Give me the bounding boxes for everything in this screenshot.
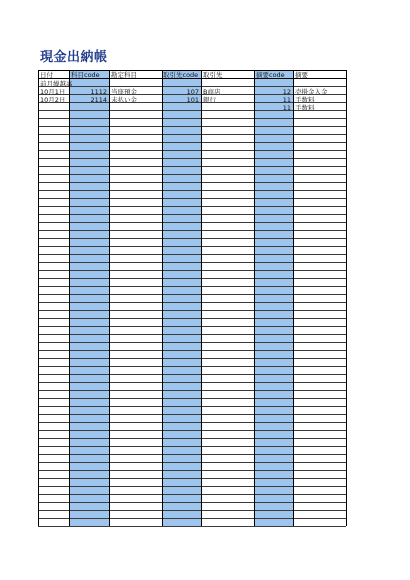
row-1-date[interactable]: 前月繰越高	[40, 80, 73, 88]
grid-row-line	[38, 110, 346, 111]
grid-row-line	[38, 454, 346, 455]
grid-row-line	[38, 118, 346, 119]
grid-row-line	[38, 150, 346, 151]
row-3-partner-name[interactable]: 銀行	[203, 96, 216, 104]
header-date[interactable]: 日付	[40, 71, 53, 79]
grid-row-line	[38, 262, 346, 263]
grid-row-line	[38, 238, 346, 239]
grid-row-line	[38, 334, 346, 335]
grid-row-line	[38, 278, 346, 279]
grid-row-line	[38, 486, 346, 487]
grid-row-line	[38, 390, 346, 391]
grid-row-line	[38, 142, 346, 143]
grid-column-line	[69, 70, 70, 526]
grid-column-line	[293, 70, 294, 526]
row-3-partner-code[interactable]: 101	[186, 96, 199, 104]
row-2-partner-code[interactable]: 107	[186, 88, 199, 96]
grid-row-line	[38, 270, 346, 271]
grid-row-line	[38, 214, 346, 215]
header-summary-code[interactable]: 摘要code	[256, 71, 285, 79]
grid-row-line	[38, 126, 346, 127]
row-2-account-name[interactable]: 当座預金	[111, 88, 137, 96]
row-3-summary[interactable]: 手数料	[295, 96, 315, 104]
header-account-code[interactable]: 科目code	[71, 71, 100, 79]
grid-row-line	[38, 86, 346, 87]
row-2-account-code[interactable]: 1112	[90, 88, 107, 96]
grid-column-line	[201, 70, 202, 526]
row-3-account-code[interactable]: 2114	[90, 96, 107, 104]
grid-row-line	[38, 526, 346, 527]
grid-row-line	[38, 254, 346, 255]
row-2-partner-name[interactable]: B商店	[203, 88, 221, 96]
grid-row-line	[38, 382, 346, 383]
grid-row-line	[38, 470, 346, 471]
grid-row-line	[38, 406, 346, 407]
row-4-summary-code[interactable]: 11	[282, 104, 291, 112]
grid-row-line	[38, 358, 346, 359]
grid-column-line	[38, 70, 39, 526]
grid-row-line	[38, 414, 346, 415]
grid-row-line	[38, 310, 346, 311]
header-partner-code[interactable]: 取引先code	[163, 71, 199, 79]
grid-row-line	[38, 174, 346, 175]
grid-row-line	[38, 182, 346, 183]
grid-row-line	[38, 430, 346, 431]
row-2-date[interactable]: 10月1日	[40, 88, 66, 96]
grid-row-line	[38, 510, 346, 511]
grid-row-line	[38, 518, 346, 519]
row-3-account-name[interactable]: 未払い金	[111, 96, 137, 104]
grid-row-line	[38, 398, 346, 399]
grid-row-line	[38, 78, 346, 79]
grid-row-line	[38, 326, 346, 327]
grid-row-line	[38, 366, 346, 367]
grid-row-line	[38, 342, 346, 343]
grid-row-line	[38, 502, 346, 503]
header-account-name[interactable]: 勘定科目	[111, 71, 137, 79]
grid-row-line	[38, 478, 346, 479]
header-summary[interactable]: 摘要	[295, 71, 308, 79]
grid-column-line	[109, 70, 110, 526]
grid-row-line	[38, 102, 346, 103]
grid-row-line	[38, 70, 346, 71]
grid-row-line	[38, 422, 346, 423]
grid-row-line	[38, 286, 346, 287]
grid-row-line	[38, 222, 346, 223]
row-3-summary-code[interactable]: 11	[282, 96, 291, 104]
grid-row-line	[38, 198, 346, 199]
grid-row-line	[38, 158, 346, 159]
sheet-title: 現金出納帳	[40, 50, 108, 65]
grid-column-line	[162, 70, 163, 526]
summary-code-column-fill	[254, 70, 293, 526]
row-3-date[interactable]: 10月2日	[40, 96, 66, 104]
grid-row-line	[38, 494, 346, 495]
grid-row-line	[38, 94, 346, 95]
account-code-column-fill	[69, 70, 109, 526]
grid-row-line	[38, 294, 346, 295]
grid-row-line	[38, 206, 346, 207]
grid-row-line	[38, 350, 346, 351]
partner-code-column-fill	[162, 70, 201, 526]
grid-row-line	[38, 134, 346, 135]
grid-row-line	[38, 246, 346, 247]
grid-row-line	[38, 190, 346, 191]
row-2-summary[interactable]: 売掛金入金	[295, 88, 328, 96]
grid-column-line	[346, 70, 347, 526]
grid-row-line	[38, 374, 346, 375]
grid-row-line	[38, 446, 346, 447]
grid-row-line	[38, 302, 346, 303]
grid-column-line	[254, 70, 255, 526]
grid-row-line	[38, 462, 346, 463]
cash-book-table	[38, 70, 346, 526]
row-2-summary-code[interactable]: 12	[282, 88, 291, 96]
grid-row-line	[38, 438, 346, 439]
row-4-summary[interactable]: 手数料	[295, 104, 315, 112]
grid-row-line	[38, 230, 346, 231]
grid-row-line	[38, 166, 346, 167]
grid-row-line	[38, 318, 346, 319]
header-partner-name[interactable]: 取引先	[203, 71, 223, 79]
